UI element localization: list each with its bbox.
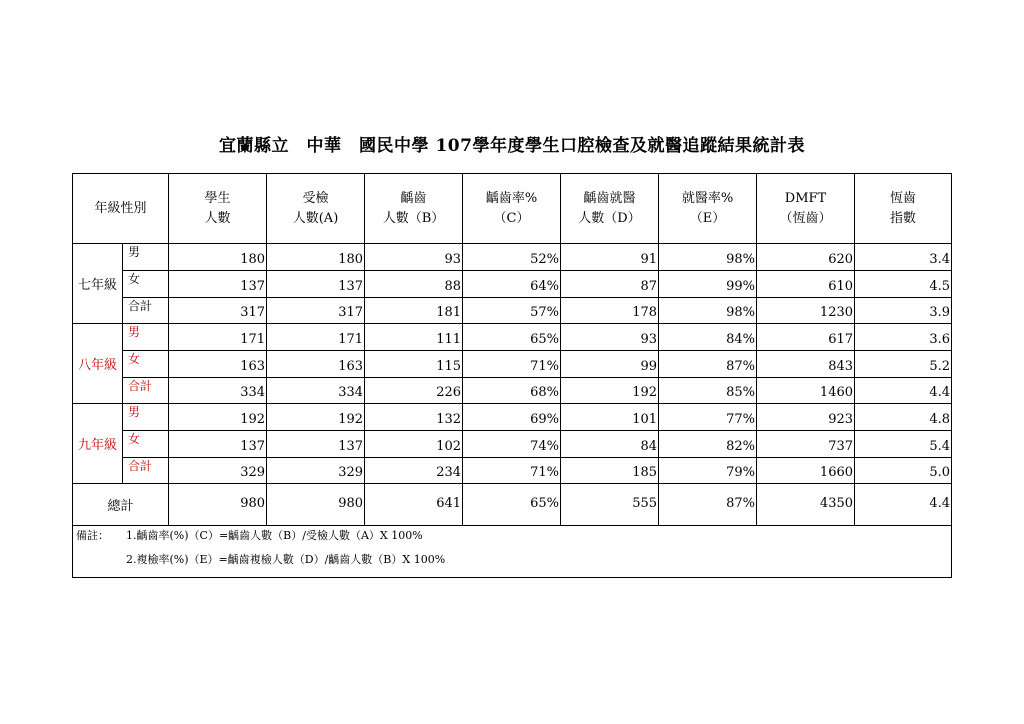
cell-examined: 980 [267, 484, 365, 526]
note-line: 1.齲齒率(%)（C）=齲齒人數（B）/受檢人數（A）X 100% [126, 529, 423, 542]
cell-treatment-rate: 98% [659, 298, 757, 324]
table-row [73, 271, 952, 298]
header-line2: 人數（D） [578, 210, 641, 226]
cell-caries-rate: 52% [463, 244, 561, 271]
cell-examined: 317 [267, 298, 365, 324]
cell-students: 192 [169, 404, 267, 431]
table-row [73, 431, 952, 458]
header-line1: 恆齒 [890, 190, 917, 206]
cell-dmft: 923 [757, 404, 855, 431]
cell-index: 4.4 [855, 378, 952, 404]
cell-index: 3.9 [855, 298, 952, 324]
cell-caries-rate: 68% [463, 378, 561, 404]
cell-dmft: 843 [757, 351, 855, 378]
table-row [73, 378, 952, 404]
cell-caries: 132 [365, 404, 463, 431]
gender-label: 女 [123, 351, 169, 378]
gender-label: 男 [123, 324, 169, 351]
gender-label: 合計 [123, 458, 169, 484]
cell-examined: 137 [267, 271, 365, 298]
table-row [73, 404, 952, 431]
cell-caries: 93 [365, 244, 463, 271]
cell-dmft: 617 [757, 324, 855, 351]
total-row [73, 484, 952, 526]
cell-index: 5.2 [855, 351, 952, 378]
cell-index: 5.4 [855, 431, 952, 458]
grade-label: 九年級 [73, 404, 123, 484]
cell-students: 317 [169, 298, 267, 324]
cell-examined: 137 [267, 431, 365, 458]
cell-students: 334 [169, 378, 267, 404]
gender-label: 女 [123, 271, 169, 298]
gender-label: 男 [123, 404, 169, 431]
cell-treated: 87 [561, 271, 659, 298]
header-line1: DMFT [784, 190, 827, 206]
cell-treated: 185 [561, 458, 659, 484]
header-treatment-rate [659, 174, 757, 244]
cell-caries-rate: 74% [463, 431, 561, 458]
cell-dmft: 620 [757, 244, 855, 271]
cell-index: 4.8 [855, 404, 952, 431]
cell-examined: 192 [267, 404, 365, 431]
cell-dmft: 1460 [757, 378, 855, 404]
statistics-table [72, 173, 952, 578]
cell-treated: 91 [561, 244, 659, 271]
cell-dmft: 1660 [757, 458, 855, 484]
header-line1: 就醫率% [681, 190, 734, 206]
cell-treated: 101 [561, 404, 659, 431]
grade-label: 八年級 [73, 324, 123, 404]
cell-caries-rate: 65% [463, 324, 561, 351]
page-title: 宜蘭縣立 中華 國民中學 107學年度學生口腔檢查及就醫追蹤結果統計表 [219, 136, 805, 156]
table-row [73, 458, 952, 484]
cell-treatment-rate: 87% [659, 351, 757, 378]
gender-label: 合計 [123, 298, 169, 324]
cell-caries-rate: 69% [463, 404, 561, 431]
cell-treated: 84 [561, 431, 659, 458]
header-line2: （C） [493, 210, 530, 226]
cell-index: 4.5 [855, 271, 952, 298]
cell-caries-rate: 57% [463, 298, 561, 324]
gender-label: 男 [123, 244, 169, 271]
notes-label: 備註： [76, 529, 109, 542]
header-line1: 受檢 [302, 190, 329, 206]
table-row [73, 324, 952, 351]
cell-students: 163 [169, 351, 267, 378]
header-line2: 指數 [890, 210, 917, 226]
cell-caries: 226 [365, 378, 463, 404]
cell-treatment-rate: 82% [659, 431, 757, 458]
cell-treatment-rate: 79% [659, 458, 757, 484]
cell-examined: 334 [267, 378, 365, 404]
header-grade-gender: 年級性別 [73, 174, 169, 244]
cell-index: 3.6 [855, 324, 952, 351]
cell-examined: 171 [267, 324, 365, 351]
header-caries-rate [463, 174, 561, 244]
cell-examined: 180 [267, 244, 365, 271]
header-line2: （E） [689, 210, 726, 226]
header-caries [365, 174, 463, 244]
cell-caries-rate: 64% [463, 271, 561, 298]
header-treated [561, 174, 659, 244]
header-index [855, 174, 952, 244]
cell-caries-rate: 71% [463, 458, 561, 484]
cell-students: 980 [169, 484, 267, 526]
cell-caries: 234 [365, 458, 463, 484]
cell-caries: 181 [365, 298, 463, 324]
cell-dmft: 1230 [757, 298, 855, 324]
notes-lines [126, 529, 445, 577]
cell-treatment-rate: 87% [659, 484, 757, 526]
header-dmft [757, 174, 855, 244]
cell-treatment-rate: 98% [659, 244, 757, 271]
notes-cell [73, 526, 952, 578]
gender-label: 女 [123, 431, 169, 458]
cell-index: 5.0 [855, 458, 952, 484]
cell-treatment-rate: 77% [659, 404, 757, 431]
header-row [73, 174, 952, 244]
notes [73, 526, 951, 577]
cell-caries: 641 [365, 484, 463, 526]
gender-label: 合計 [123, 378, 169, 404]
cell-students: 137 [169, 431, 267, 458]
grade-label: 七年級 [73, 244, 123, 324]
table-row [73, 351, 952, 378]
header-line1: 齲齒就醫 [583, 190, 636, 206]
cell-caries: 102 [365, 431, 463, 458]
cell-treatment-rate: 85% [659, 378, 757, 404]
cell-students: 329 [169, 458, 267, 484]
cell-caries-rate: 65% [463, 484, 561, 526]
header-line2: （恆齒） [779, 210, 832, 226]
cell-treated: 99 [561, 351, 659, 378]
table-row [73, 298, 952, 324]
cell-treatment-rate: 84% [659, 324, 757, 351]
cell-students: 137 [169, 271, 267, 298]
cell-treated: 192 [561, 378, 659, 404]
cell-caries: 115 [365, 351, 463, 378]
cell-examined: 329 [267, 458, 365, 484]
cell-students: 171 [169, 324, 267, 351]
header-examined [267, 174, 365, 244]
cell-index: 4.4 [855, 484, 952, 526]
cell-caries: 111 [365, 324, 463, 351]
cell-index: 3.4 [855, 244, 952, 271]
cell-treatment-rate: 99% [659, 271, 757, 298]
header-line2: 人數（B） [382, 210, 445, 226]
notes-row [73, 526, 952, 578]
cell-treated: 178 [561, 298, 659, 324]
header-line1: 學生 [204, 190, 231, 206]
total-label: 總計 [73, 484, 169, 526]
cell-dmft: 4350 [757, 484, 855, 526]
header-line1: 齲齒率% [485, 190, 538, 206]
header-line2: 人數 [204, 210, 231, 226]
cell-caries: 88 [365, 271, 463, 298]
cell-treated: 555 [561, 484, 659, 526]
cell-treated: 93 [561, 324, 659, 351]
cell-examined: 163 [267, 351, 365, 378]
table-row [73, 244, 952, 271]
cell-dmft: 610 [757, 271, 855, 298]
cell-students: 180 [169, 244, 267, 271]
header-line2: 人數(A) [292, 210, 339, 226]
header-students [169, 174, 267, 244]
note-line: 2.複檢率(%)（E）=齲齒複檢人數（D）/齲齒人數（B）X 100% [126, 553, 446, 566]
header-line1: 齲齒 [400, 190, 427, 206]
cell-dmft: 737 [757, 431, 855, 458]
cell-caries-rate: 71% [463, 351, 561, 378]
